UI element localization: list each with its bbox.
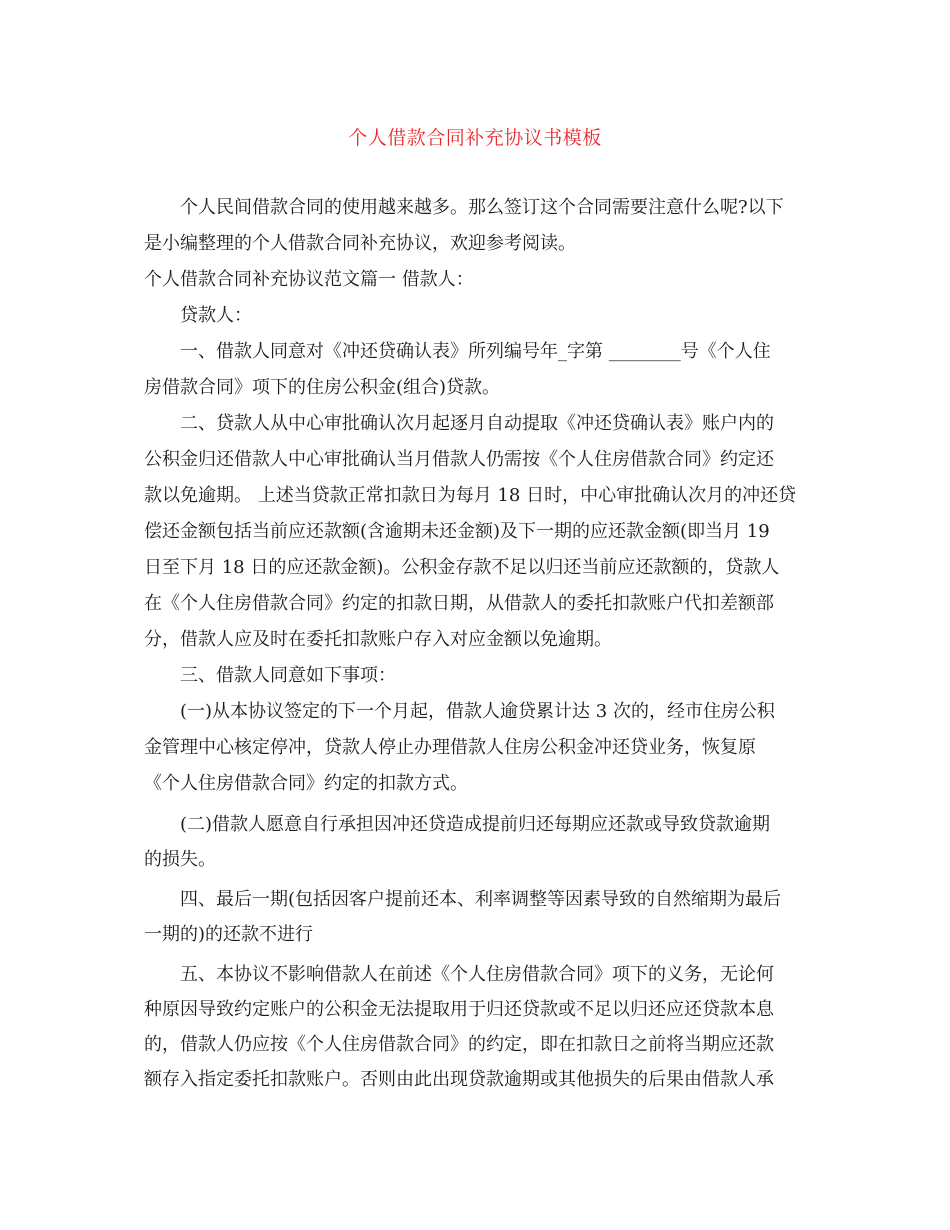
- paragraph-line: 二、贷款人从中心审批确认次月起逐月自动提取《冲还贷确认表》账户内的: [180, 413, 774, 434]
- paragraph-line: 分，借款人应及时在委托扣款账户存入对应金额以免逾期。: [144, 629, 612, 650]
- paragraph-line: 日至下月 18 日的应还款金额)。公积金存款不足以归还当前应还款额的，贷款人: [144, 557, 780, 578]
- paragraph-line: 金管理中心核定停冲，贷款人停止办理借款人住房公积金冲还贷业务，恢复原: [144, 737, 756, 758]
- paragraph-line: 公积金归还借款人中心审批确认当月借款人仍需按《个人住房借款合同》约定还: [144, 449, 774, 470]
- paragraph-line: 的损失。: [144, 849, 216, 870]
- document-title: 个人借款合同补充协议书模板: [348, 127, 602, 149]
- paragraph-line: 一期的)的还款不进行: [144, 924, 314, 945]
- paragraph-line: 房借款合同》项下的住房公积金(组合)贷款。: [144, 377, 501, 398]
- paragraph-line: 款以免逾期。 上述当贷款正常扣款日为每月 18 日时，中心审批确认次月的冲还贷: [144, 485, 797, 506]
- paragraph-line: 五、本协议不影响借款人在前述《个人住房借款合同》项下的义务，无论何: [180, 964, 774, 985]
- paragraph-line: 偿还金额包括当前应还款额(含逾期未还金额)及下一期的应还款金额(即当月 19: [144, 521, 770, 542]
- paragraph-line: 在《个人住房借款合同》约定的扣款日期，从借款人的委托扣款账户代扣差额部: [144, 593, 774, 614]
- paragraph-line: (一)从本协议签定的下一个月起，借款人逾贷累计达 3 次的，经市住房公积: [180, 701, 775, 722]
- paragraph-line: 的，借款人仍应按《个人住房借款合同》的约定，即在扣款日之前将当期应还款: [144, 1034, 774, 1055]
- paragraph-line: 额存入指定委托扣款账户。否则由此出现贷款逾期或其他损失的后果由借款人承: [144, 1069, 774, 1090]
- paragraph-line: 贷款人：: [180, 305, 252, 326]
- paragraph-line: 四、最后一期(包括因客户提前还本、利率调整等因素导致的自然缩期为最后: [180, 889, 782, 910]
- paragraph-line: 三、借款人同意如下事项：: [180, 665, 396, 686]
- paragraph-line: 一、借款人同意对《冲还贷确认表》所列编号年_字第 ________号《个人住: [180, 341, 771, 362]
- paragraph-line: 个人借款合同补充协议范文篇一 借款人：: [144, 269, 474, 290]
- paragraph-line: 个人民间借款合同的使用越来越多。那么签订这个合同需要注意什么呢?以下: [180, 197, 784, 218]
- paragraph-line: 种原因导致约定账户的公积金无法提取用于归还贷款或不足以归还应还贷款本息: [144, 999, 774, 1020]
- paragraph-line: 是小编整理的个人借款合同补充协议，欢迎参考阅读。: [144, 233, 576, 254]
- paragraph-line: (二)借款人愿意自行承担因冲还贷造成提前归还每期应还款或导致贷款逾期: [180, 814, 771, 835]
- paragraph-line: 《个人住房借款合同》约定的扣款方式。: [144, 773, 468, 794]
